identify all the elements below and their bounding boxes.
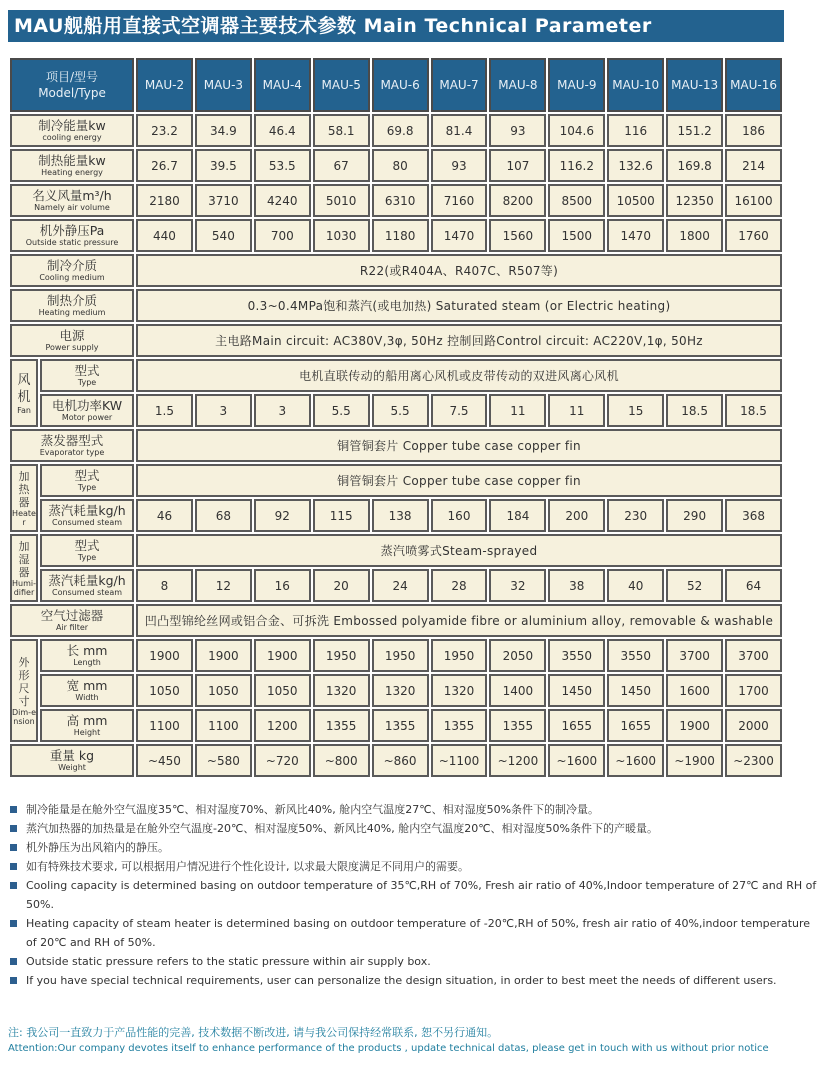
row-label-cn: 名义风量m³/h (32, 188, 112, 203)
value-cell: 8500 (548, 184, 605, 217)
value-cell: 69.8 (372, 114, 429, 147)
footer-cn: 注: 我公司一直致力于产品性能的完善, 技术数据不断改进, 请与我公司保持经常联系, 恕不另行通知。 (8, 1026, 499, 1039)
value-cell: 700 (254, 219, 311, 252)
value-cell: 440 (136, 219, 193, 252)
footer-en: Attention:Our company devotes itself to enhance performance of the products , update technical datas, please get in touch with us without prior notice (8, 1043, 769, 1054)
value-cell: 1320 (313, 674, 370, 707)
row-label-cell (40, 674, 134, 707)
value-cell: 1400 (489, 674, 546, 707)
row-span-value: 电机直联传动的船用离心风机或皮带传动的双进风离心风机 (136, 359, 782, 392)
value-cell: 1500 (548, 219, 605, 252)
value-cell: 81.4 (431, 114, 488, 147)
value-cell: 1355 (489, 709, 546, 742)
value-cell: 1470 (607, 219, 664, 252)
value-cell: 1560 (489, 219, 546, 252)
row-label-cell (10, 429, 134, 462)
value-cell: 1950 (431, 639, 488, 672)
value-cell: 7160 (431, 184, 488, 217)
note-item: Outside static pressure refers to the static pressure within air supply box. (8, 952, 823, 971)
value-cell: 1800 (666, 219, 723, 252)
value-cell: 3550 (607, 639, 664, 672)
row-label-cn: 型式 (74, 538, 100, 553)
row-span-value: 0.3~0.4MPa饱和蒸汽(或电加热) Saturated steam (or Electric heating) (136, 289, 782, 322)
group-label-cell (10, 464, 38, 532)
value-cell: ~2300 (725, 744, 782, 777)
value-cell: 16100 (725, 184, 782, 217)
table-row (10, 604, 782, 637)
row-label-cn: 空气过滤器 (40, 608, 104, 623)
value-cell: 1355 (431, 709, 488, 742)
row-label-en: Evaporator type (39, 448, 105, 457)
value-cell: 5010 (313, 184, 370, 217)
value-cell: 115 (313, 499, 370, 532)
value-cell: 67 (313, 149, 370, 182)
value-cell: 160 (431, 499, 488, 532)
row-label-en: cooling energy (42, 133, 102, 142)
value-cell: 116 (607, 114, 664, 147)
value-cell: 18.5 (725, 394, 782, 427)
row-label-cn: 制冷介质 (47, 258, 98, 273)
value-cell: 1450 (607, 674, 664, 707)
value-cell: 1900 (136, 639, 193, 672)
value-cell: ~1100 (431, 744, 488, 777)
value-cell: 169.8 (666, 149, 723, 182)
group-en: Humi-difier (12, 578, 36, 597)
row-label-en: Outside static pressure (25, 238, 119, 247)
model-header-cell: MAU-10 (607, 58, 664, 112)
value-cell: 3 (254, 394, 311, 427)
value-cell: ~720 (254, 744, 311, 777)
value-cell: 39.5 (195, 149, 252, 182)
value-cell: 3700 (666, 639, 723, 672)
value-cell: 38 (548, 569, 605, 602)
row-span-value: 铜管铜套片 Copper tube case copper fin (136, 429, 782, 462)
row-label-en: Weight (58, 763, 86, 772)
value-cell: 1900 (666, 709, 723, 742)
row-label-cn: 宽 mm (66, 678, 108, 693)
row-label-cell (10, 219, 134, 252)
note-item: 制冷能量是在舱外空气温度35℃、相对湿度70%、新风比40%, 舱内空气温度27℃、相对湿度50%条件下的制冷量。 (8, 800, 823, 819)
row-label-cn: 重量 kg (49, 748, 95, 763)
value-cell: 1900 (195, 639, 252, 672)
value-cell: 15 (607, 394, 664, 427)
row-label-en: Type (77, 378, 97, 387)
row-label-en: Width (75, 693, 99, 702)
row-label-cn: 型式 (74, 468, 100, 483)
value-cell: 11 (489, 394, 546, 427)
value-cell: 2050 (489, 639, 546, 672)
row-label-cell (40, 709, 134, 742)
row-span-value: 蒸汽喷雾式Steam-sprayed (136, 534, 782, 567)
group-cn: 外形尺寸 (18, 655, 30, 708)
spec-table (8, 56, 784, 779)
value-cell: 184 (489, 499, 546, 532)
row-label-cell (40, 394, 134, 427)
row-label-cn: 蒸汽耗量kg/h (48, 503, 126, 518)
value-cell: 92 (254, 499, 311, 532)
row-label-cn: 蒸汽耗量kg/h (48, 573, 126, 588)
row-label-en: Length (73, 658, 101, 667)
model-header-cell: MAU-7 (431, 58, 488, 112)
row-label-cn: 机外静压Pa (39, 223, 105, 238)
value-cell: 540 (195, 219, 252, 252)
group-cn: 加热器 (18, 469, 30, 509)
value-cell: 11 (548, 394, 605, 427)
value-cell: 40 (607, 569, 664, 602)
value-cell: ~580 (195, 744, 252, 777)
table-row (10, 569, 782, 602)
footer-notice (8, 1025, 823, 1057)
value-cell: 1655 (548, 709, 605, 742)
value-cell: ~1600 (548, 744, 605, 777)
value-cell: 1100 (136, 709, 193, 742)
table-row (10, 324, 782, 357)
table-row (10, 534, 782, 567)
value-cell: 46 (136, 499, 193, 532)
row-label-cell (10, 254, 134, 287)
value-cell: 1355 (372, 709, 429, 742)
table-row (10, 149, 782, 182)
table-row (10, 709, 782, 742)
value-cell: 64 (725, 569, 782, 602)
value-cell: 24 (372, 569, 429, 602)
row-label-cell (10, 289, 134, 322)
row-label-cn: 蒸发器型式 (40, 433, 104, 448)
model-header-cell: MAU-16 (725, 58, 782, 112)
row-label-cn: 长 mm (66, 643, 108, 658)
row-label-en: Heating energy (41, 168, 103, 177)
value-cell: 3 (195, 394, 252, 427)
row-label-cell (40, 639, 134, 672)
value-cell: 1200 (254, 709, 311, 742)
value-cell: 1355 (313, 709, 370, 742)
value-cell: 132.6 (607, 149, 664, 182)
value-cell: 8 (136, 569, 193, 602)
row-label-cell (10, 744, 134, 777)
row-label-cn: 高 mm (66, 713, 108, 728)
row-label-en: Consumed steam (51, 518, 123, 527)
row-span-value: R22(或R404A、R407C、R507等) (136, 254, 782, 287)
value-cell: 1320 (372, 674, 429, 707)
group-en: Heater (12, 508, 36, 527)
value-cell: 52 (666, 569, 723, 602)
value-cell: 93 (489, 114, 546, 147)
value-cell: 1950 (372, 639, 429, 672)
value-cell: 290 (666, 499, 723, 532)
page-title: MAU舰船用直接式空调器主要技术参数 Main Technical Parameter (8, 10, 784, 42)
group-en: Fan (17, 405, 31, 415)
value-cell: 18.5 (666, 394, 723, 427)
value-cell: 12 (195, 569, 252, 602)
model-header-cell: MAU-2 (136, 58, 193, 112)
notes-list (8, 800, 823, 990)
value-cell: 368 (725, 499, 782, 532)
value-cell: 7.5 (431, 394, 488, 427)
value-cell: 1900 (254, 639, 311, 672)
row-label-en: Height (73, 728, 101, 737)
value-cell: 1700 (725, 674, 782, 707)
value-cell: 1950 (313, 639, 370, 672)
value-cell: 20 (313, 569, 370, 602)
note-item: 机外静压为出风箱内的静压。 (8, 838, 823, 857)
value-cell: 104.6 (548, 114, 605, 147)
note-item: 蒸汽加热器的加热量是在舱外空气温度-20℃、相对湿度50%、新风比40%, 舱内空气温度20℃、相对湿度50%条件下的产暖量。 (8, 819, 823, 838)
note-item: 如有特殊技术要求, 可以根据用户情况进行个性化设计, 以求最大限度满足不同用户的需要。 (8, 857, 823, 876)
group-label-cell (10, 534, 38, 602)
table-row (10, 674, 782, 707)
row-label-cell (10, 114, 134, 147)
group-cn: 风机 (17, 372, 31, 405)
value-cell: 4240 (254, 184, 311, 217)
table-row (10, 744, 782, 777)
row-label-en: Type (77, 483, 97, 492)
value-cell: 16 (254, 569, 311, 602)
row-label-cell (40, 499, 134, 532)
row-span-value: 铜管铜套片 Copper tube case copper fin (136, 464, 782, 497)
note-item: Cooling capacity is determined basing on outdoor temperature of 35℃,RH of 70%, Fresh air ratio of 40%,Indoor temperature of 27℃ and RH of 50%. (8, 876, 823, 914)
model-header-cell: MAU-6 (372, 58, 429, 112)
note-item: If you have special technical requirements, user can personalize the design situation, in order to best meet the needs of different users. (8, 971, 823, 990)
row-label-cn: 电源 (59, 328, 85, 343)
row-label-cell (10, 324, 134, 357)
group-en: Dim-ension (12, 707, 36, 726)
value-cell: 2000 (725, 709, 782, 742)
row-label-cell (40, 464, 134, 497)
value-cell: 58.1 (313, 114, 370, 147)
value-cell: ~800 (313, 744, 370, 777)
header-cn: 项目/型号 (45, 70, 99, 84)
row-label-en: Type (77, 553, 97, 562)
model-header-cell: MAU-8 (489, 58, 546, 112)
value-cell: 5.5 (372, 394, 429, 427)
value-cell: 68 (195, 499, 252, 532)
value-cell: 1600 (666, 674, 723, 707)
table-row (10, 254, 782, 287)
row-span-value: 主电路Main circuit: AC380V,3φ, 50Hz 控制回路Control circuit: AC220V,1φ, 50Hz (136, 324, 782, 357)
table-row (10, 394, 782, 427)
row-label-cell (40, 569, 134, 602)
value-cell: 93 (431, 149, 488, 182)
row-label-cell (40, 534, 134, 567)
value-cell: 34.9 (195, 114, 252, 147)
value-cell: 1.5 (136, 394, 193, 427)
value-cell: 1470 (431, 219, 488, 252)
group-label-cell (10, 639, 38, 742)
table-row (10, 499, 782, 532)
value-cell: 1030 (313, 219, 370, 252)
table-row (10, 114, 782, 147)
value-cell: ~1600 (607, 744, 664, 777)
value-cell: 32 (489, 569, 546, 602)
value-cell: 107 (489, 149, 546, 182)
model-header-cell: MAU-3 (195, 58, 252, 112)
header-label-cell (10, 58, 134, 112)
value-cell: 28 (431, 569, 488, 602)
value-cell: 1760 (725, 219, 782, 252)
value-cell: ~860 (372, 744, 429, 777)
value-cell: 1050 (195, 674, 252, 707)
note-item: Heating capacity of steam heater is determined basing on outdoor temperature of -20℃,RH of 50%, fresh air ratio of 40%,indoor temperature of 20℃ and RH of 50%. (8, 914, 823, 952)
row-label-cell (40, 359, 134, 392)
value-cell: 200 (548, 499, 605, 532)
value-cell: 46.4 (254, 114, 311, 147)
value-cell: 151.2 (666, 114, 723, 147)
value-cell: 23.2 (136, 114, 193, 147)
row-label-en: Heating medium (38, 308, 106, 317)
value-cell: 6310 (372, 184, 429, 217)
value-cell: 8200 (489, 184, 546, 217)
group-cn: 加湿器 (18, 539, 30, 579)
value-cell: 53.5 (254, 149, 311, 182)
value-cell: 26.7 (136, 149, 193, 182)
row-label-cell (10, 149, 134, 182)
value-cell: 1450 (548, 674, 605, 707)
value-cell: 3700 (725, 639, 782, 672)
value-cell: 5.5 (313, 394, 370, 427)
value-cell: 1655 (607, 709, 664, 742)
row-label-cn: 型式 (74, 363, 100, 378)
value-cell: ~1200 (489, 744, 546, 777)
value-cell: 12350 (666, 184, 723, 217)
table-row (10, 464, 782, 497)
header-row (10, 58, 782, 112)
value-cell: 1180 (372, 219, 429, 252)
model-header-cell: MAU-13 (666, 58, 723, 112)
row-label-cell (10, 604, 134, 637)
value-cell: 1320 (431, 674, 488, 707)
table-row (10, 639, 782, 672)
value-cell: 138 (372, 499, 429, 532)
value-cell: 1050 (136, 674, 193, 707)
value-cell: 230 (607, 499, 664, 532)
value-cell: 1050 (254, 674, 311, 707)
value-cell: 2180 (136, 184, 193, 217)
model-header-cell: MAU-5 (313, 58, 370, 112)
header-en: Model/Type (38, 86, 106, 100)
table-row (10, 289, 782, 322)
row-label-cn: 制冷能量kw (38, 118, 106, 133)
value-cell: 3550 (548, 639, 605, 672)
row-label-en: Power supply (45, 343, 99, 352)
value-cell: 80 (372, 149, 429, 182)
row-label-cn: 制热能量kw (38, 153, 106, 168)
value-cell: 1100 (195, 709, 252, 742)
table-row (10, 359, 782, 392)
value-cell: 116.2 (548, 149, 605, 182)
row-label-cn: 制热介质 (47, 293, 98, 308)
group-label-cell (10, 359, 38, 427)
row-label-cn: 电机功率KW (51, 398, 123, 413)
value-cell: 214 (725, 149, 782, 182)
model-header-cell: MAU-4 (254, 58, 311, 112)
row-label-en: Cooling medium (39, 273, 105, 282)
table-row (10, 184, 782, 217)
table-row (10, 429, 782, 462)
row-label-en: Motor power (61, 413, 113, 422)
row-label-en: Namely air volume (34, 203, 110, 212)
model-header-cell: MAU-9 (548, 58, 605, 112)
row-span-value: 凹凸型锦纶丝网或铝合金、可拆洗 Embossed polyamide fibre or aluminium alloy, removable & washable (136, 604, 782, 637)
row-label-en: Air filter (55, 623, 89, 632)
row-label-en: Consumed steam (51, 588, 123, 597)
row-label-cell (10, 184, 134, 217)
value-cell: ~1900 (666, 744, 723, 777)
value-cell: ~450 (136, 744, 193, 777)
value-cell: 10500 (607, 184, 664, 217)
value-cell: 186 (725, 114, 782, 147)
value-cell: 3710 (195, 184, 252, 217)
table-row (10, 219, 782, 252)
